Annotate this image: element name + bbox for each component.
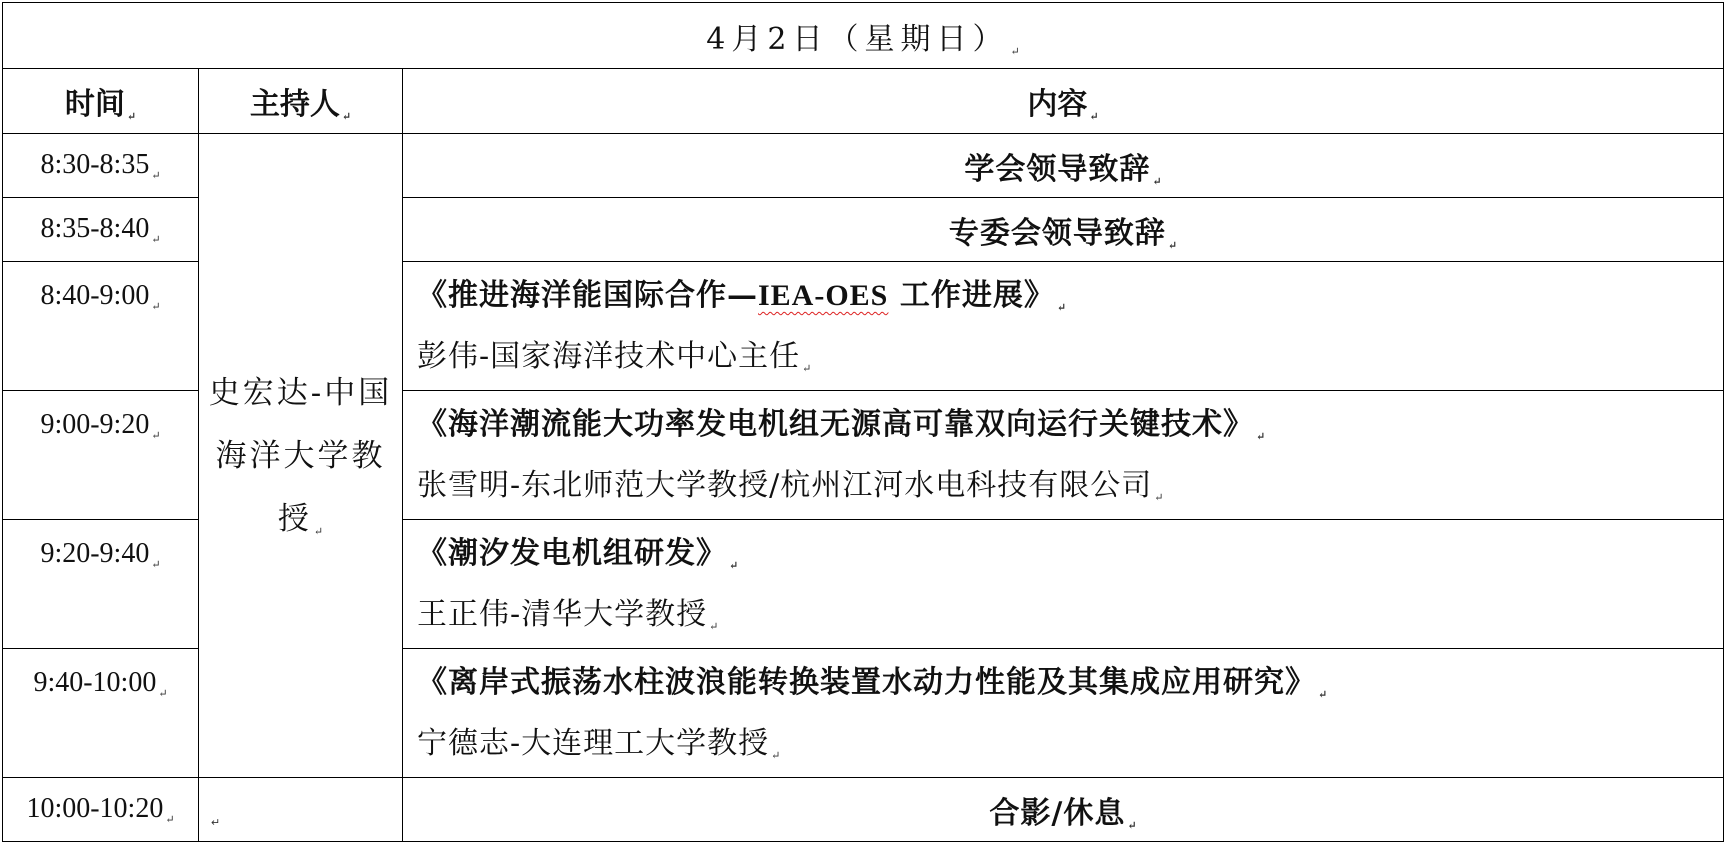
content-cell xyxy=(403,649,1724,778)
paragraph-mark: ↵ xyxy=(802,362,812,375)
talk-speaker xyxy=(417,456,1723,516)
talk-title xyxy=(417,652,1723,714)
paragraph-mark: ↵ xyxy=(151,234,161,246)
paragraph-mark: ↵ xyxy=(341,110,352,123)
host-text: 史宏达-中国海洋大学教授 xyxy=(208,375,393,537)
talk-title-text: 《海洋潮流能大功率发电机组无源高可靠双向运行关键技术》 xyxy=(417,407,1254,442)
time-text: 8:35-8:40 xyxy=(40,213,150,244)
host-cell xyxy=(199,134,403,778)
paragraph-mark: ↵ xyxy=(709,620,719,633)
paragraph-mark: ↵ xyxy=(313,525,324,538)
paragraph-mark: ↵ xyxy=(1152,174,1162,188)
talk-title-acronym: IEA-OES xyxy=(758,279,889,312)
paragraph-mark: ↵ xyxy=(771,749,781,762)
time-cell xyxy=(3,778,199,842)
talk-title xyxy=(417,394,1723,456)
time-cell xyxy=(3,649,199,778)
paragraph-mark: ↵ xyxy=(158,688,168,700)
paragraph-mark: ↵ xyxy=(211,817,221,829)
talk-title xyxy=(417,265,1723,327)
paragraph-mark: ↵ xyxy=(151,170,161,182)
paragraph-mark: ↵ xyxy=(1056,301,1067,314)
time-text: 9:00-9:20 xyxy=(40,409,150,440)
time-text: 8:40-9:00 xyxy=(40,280,150,311)
time-cell xyxy=(3,262,199,391)
content-text: 专委会领导致辞 xyxy=(948,215,1166,251)
table-row xyxy=(3,778,1724,842)
speaker-text: 王正伟-清华大学教授 xyxy=(417,597,708,632)
talk-title-part: 《推进海洋能国际合作— xyxy=(417,278,758,313)
paragraph-mark: ↵ xyxy=(151,430,161,442)
content-cell xyxy=(403,778,1724,842)
time-text: 9:40-10:00 xyxy=(33,667,157,698)
header-content-text: 内容 xyxy=(1027,87,1088,122)
talk-title-part: 工作进展》 xyxy=(888,278,1055,313)
talk-title xyxy=(417,523,1723,585)
talk-speaker xyxy=(417,714,1723,774)
header-host xyxy=(199,69,403,134)
paragraph-mark: ↵ xyxy=(151,559,161,571)
time-text: 9:20-9:40 xyxy=(40,538,150,569)
header-time xyxy=(3,69,199,134)
paragraph-mark: ↵ xyxy=(151,301,161,313)
title-row xyxy=(3,3,1724,69)
content-cell xyxy=(403,198,1724,262)
time-cell xyxy=(3,134,199,198)
host-cell-empty xyxy=(199,778,403,842)
table-row xyxy=(3,134,1724,198)
content-text: 学会领导致辞 xyxy=(964,151,1151,187)
paragraph-mark: ↵ xyxy=(1318,688,1328,701)
table-title-text: 4月2日（星期日） xyxy=(706,21,1009,57)
paragraph-mark: ↵ xyxy=(126,110,137,123)
speaker-text: 彭伟-国家海洋技术中心主任 xyxy=(417,339,801,374)
speaker-text: 宁德志-大连理工大学教授 xyxy=(417,726,770,761)
table-title xyxy=(3,3,1724,69)
schedule-table xyxy=(2,2,1724,842)
talk-title-text: 《离岸式振荡水柱波浪能转换装置水动力性能及其集成应用研究》 xyxy=(417,665,1316,700)
paragraph-mark: ↵ xyxy=(1167,238,1178,252)
paragraph-mark: ↵ xyxy=(1256,430,1266,443)
time-text: 8:30-8:35 xyxy=(40,149,150,180)
talk-speaker xyxy=(417,585,1723,645)
paragraph-mark: ↵ xyxy=(165,814,175,826)
paragraph-mark: ↵ xyxy=(1010,44,1020,58)
content-cell xyxy=(403,520,1724,649)
content-text: 合影/休息 xyxy=(989,795,1126,831)
header-row xyxy=(3,69,1724,134)
time-cell xyxy=(3,198,199,262)
header-time-text: 时间 xyxy=(64,87,125,122)
talk-speaker xyxy=(417,327,1723,387)
header-content xyxy=(403,69,1724,134)
talk-title-text: 《潮汐发电机组研发》 xyxy=(417,536,727,571)
speaker-text: 张雪明-东北师范大学教授/杭州江河水电科技有限公司 xyxy=(417,468,1153,503)
content-cell xyxy=(403,391,1724,520)
paragraph-mark: ↵ xyxy=(1127,818,1137,832)
content-cell xyxy=(403,134,1724,198)
paragraph-mark: ↵ xyxy=(1089,110,1099,123)
time-cell xyxy=(3,520,199,649)
paragraph-mark: ↵ xyxy=(1154,491,1164,504)
paragraph-mark: ↵ xyxy=(729,559,739,572)
time-text: 10:00-10:20 xyxy=(26,793,164,824)
time-cell xyxy=(3,391,199,520)
content-cell xyxy=(403,262,1724,391)
header-host-text: 主持人 xyxy=(249,87,340,122)
